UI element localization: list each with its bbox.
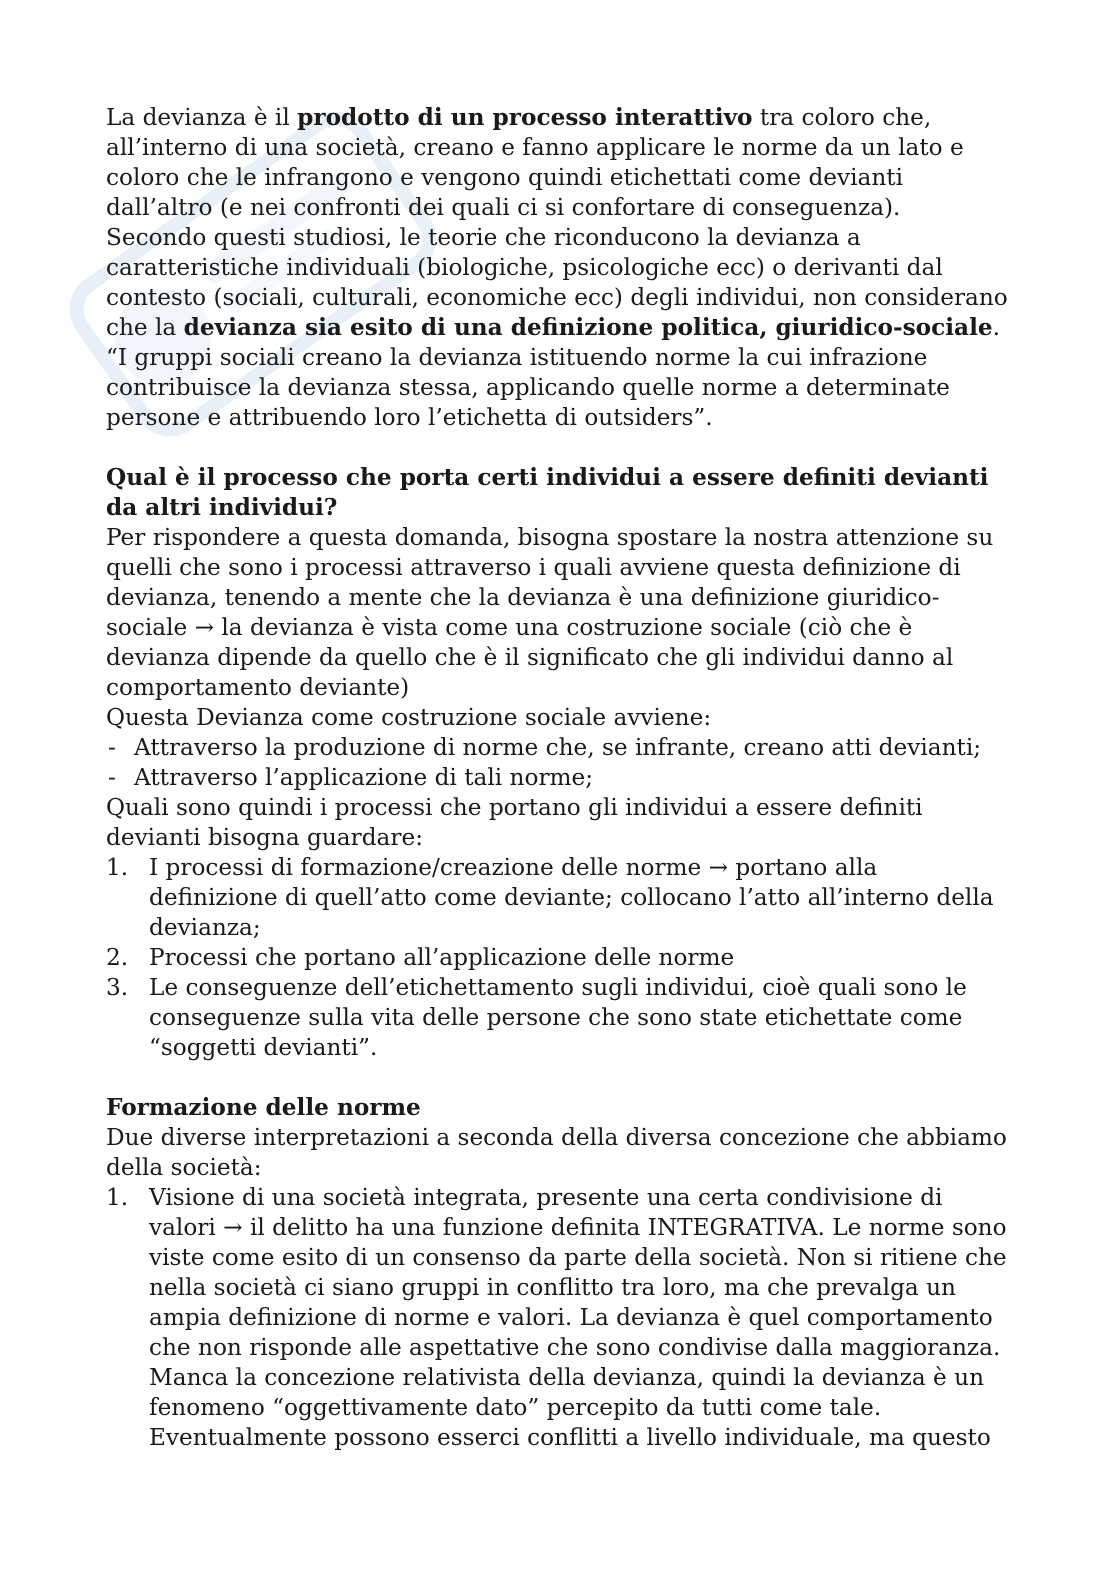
list-marker: 1. (106, 1184, 129, 1211)
list-item: - Attraverso l’applicazione di tali norme; (106, 763, 1011, 793)
section1-paragraph-2: Questa Devianza come costruzione sociale avviene: (106, 704, 712, 731)
list-item-continuation: Eventualmente possono esserci conflitti a livello individuale, ma questo (149, 1424, 991, 1451)
list-item (106, 1183, 1011, 1453)
list-item (106, 943, 1011, 973)
list-item-text: Le conseguenze dell’etichettamento sugli individui, cioè quali sono le conseguenze sulla vita delle persone che sono state etichettate come “soggetti devianti”. (149, 974, 967, 1061)
numbered-list-processes (106, 853, 1011, 1063)
list-item-text: I processi di formazione/creazione delle norme → portano alla definizione di quell’atto come deviante; collocano l’atto all’interno della devianza; (149, 854, 994, 941)
section1-paragraph-3: Quali sono quindi i processi che portano gli individui a essere definiti devianti bisogna guardare: (106, 794, 923, 851)
dash-list (106, 733, 1011, 793)
section1-paragraph-1: Per rispondere a questa domanda, bisogna spostare la nostra attenzione su quelli che sono i processi attraverso i quali avviene questa definizione di devianza, tenendo a mente che la devianza è una definizione giuridico-sociale → la devianza è vista come una costruzione sociale (ciò che è devianza dipende da quello che è il significato che gli individui danno al comportamento deviante) (106, 524, 994, 701)
list-item: - Attraverso la produzione di norme che, se infrante, creano atti devianti; (106, 733, 1011, 763)
document-page (106, 103, 1011, 1453)
list-item (106, 973, 1011, 1063)
list-marker: 3. (106, 974, 129, 1001)
section-heading-process: Qual è il processo che porta certi individui a essere definiti devianti da altri individui? (106, 464, 989, 521)
list-item-text: Visione di una società integrata, presente una certa condivisione di valori → il delitto ha una funzione definita INTEGRATIVA. Le norme sono viste come esito di un consenso da parte della società. Non si ritiene che nella società ci siano gruppi in conflitto tra loro, ma che prevalga un ampia definizione di norme e valori. La devianza è quel comportamento che non risponde alle aspettative che sono condivise dalla maggioranza. Manca la concezione relativista della devianza, quindi la devianza è un fenomeno “oggettivamente dato” percepito da tutti come tale. (149, 1184, 1007, 1421)
section-heading-norms: Formazione delle norme (106, 1094, 421, 1121)
list-marker: 1. (106, 854, 129, 881)
intro-quote: “I gruppi sociali creano la devianza istituendo norme la cui infrazione contribuisce la devianza stessa, applicando quelle norme a determinate persone e attribuendo loro l’etichetta di outsiders”. (106, 344, 950, 431)
list-item-text: Processi che portano all’applicazione delle norme (149, 944, 735, 971)
numbered-list-interpretations (106, 1183, 1011, 1453)
section2-paragraph-1: Due diverse interpretazioni a seconda della diversa concezione che abbiamo della società: (106, 1124, 1007, 1181)
intro-paragraph-2: Secondo questi studiosi, le teorie che riconducono la devianza a caratteristiche individuali (biologiche, psicologiche ecc) o derivanti dal contesto (sociali, culturali, economiche ecc) degli individui, non considerano che la devianza sia esito di una definizione politica, giuridico-sociale. (106, 224, 1008, 341)
intro-paragraph-1: La devianza è il prodotto di un processo interattivo tra coloro che, all’interno di una società, creano e fanno applicare le norme da un lato e coloro che le infrangono e vengono quindi etichettati come devianti dall’altro (e nei confronti dei quali ci si confortare di conseguenza). (106, 104, 964, 221)
list-marker: 2. (106, 944, 129, 971)
list-item (106, 853, 1011, 943)
